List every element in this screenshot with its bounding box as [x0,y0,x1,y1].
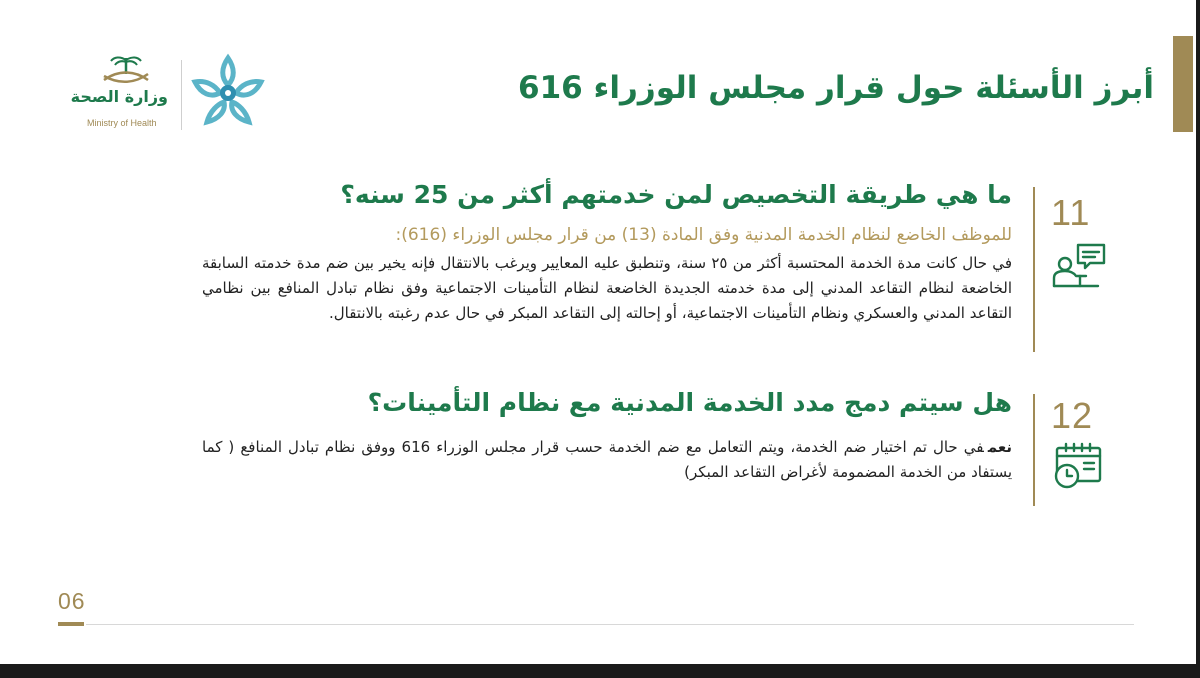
question-title: ما هي طريقة التخصيص لمن خدمتهم أكثر من 25 سنه؟ [340,180,1012,209]
question-divider-line [1033,187,1035,352]
question-divider-line [1033,394,1035,506]
question-number: 12 [1051,395,1094,436]
page-number-underline [58,622,84,626]
presenter-chat-icon [1052,242,1108,290]
header-accent-bar [1173,36,1193,132]
question-answer [202,435,1012,485]
page-number: 06 [58,588,86,614]
answer-emphasis: نعم [987,438,1012,456]
answer-text: في حال تم اختيار ضم الخدمة، ويتم التعامل مع ضم الخدمة حسب قرار مجلس الوزراء 616 ووفق نظام تبادل المنافع ( كما يستفاد من الخدمة المضمومة لأغراض التقاعد المبكر) [202,438,1012,481]
question-number: 11 [1051,192,1091,233]
calendar-clock-icon [1054,441,1104,491]
question-answer: في حال كانت مدة الخدمة المحتسبة أكثر من ٢٥ سنة، وتنطبق عليه المعايير ويرغب بالانتقال فإنه يخير بين ضم مدة خدمته السابقة الخاضعة لنظام التقاعد المدني إلى مدة خدمته الجديدة الخاضعة لنظام التأمينات الاجتماعية وفق نظام تبادل المنافع بين نظامي التقاعد المدني والعسكري ونظام التأمينات الاجتماعية، أو إحالته إلى التقاعد المبكر في حال عدم رغبته بالانتقال. [202,254,1012,322]
footer-divider [86,624,1134,625]
moh-name-arabic: وزارة الصحة [70,87,168,106]
logo-divider [181,60,182,130]
page-title: أبرز الأسئلة حول قرار مجلس الوزراء 616 [518,70,1154,106]
moh-name-english: Ministry of Health [87,118,157,128]
palm-swords-emblem-icon [96,54,156,86]
vision-star-logo-icon [188,52,268,128]
question-title: هل سيتم دمج مدد الخدمة المدنية مع نظام التأمينات؟ [367,388,1012,417]
ministry-of-health-logo [70,54,174,130]
question-subtitle: للموظف الخاضع لنظام الخدمة المدنية وفق المادة (13) من قرار مجلس الوزراء (616): [395,225,1012,245]
